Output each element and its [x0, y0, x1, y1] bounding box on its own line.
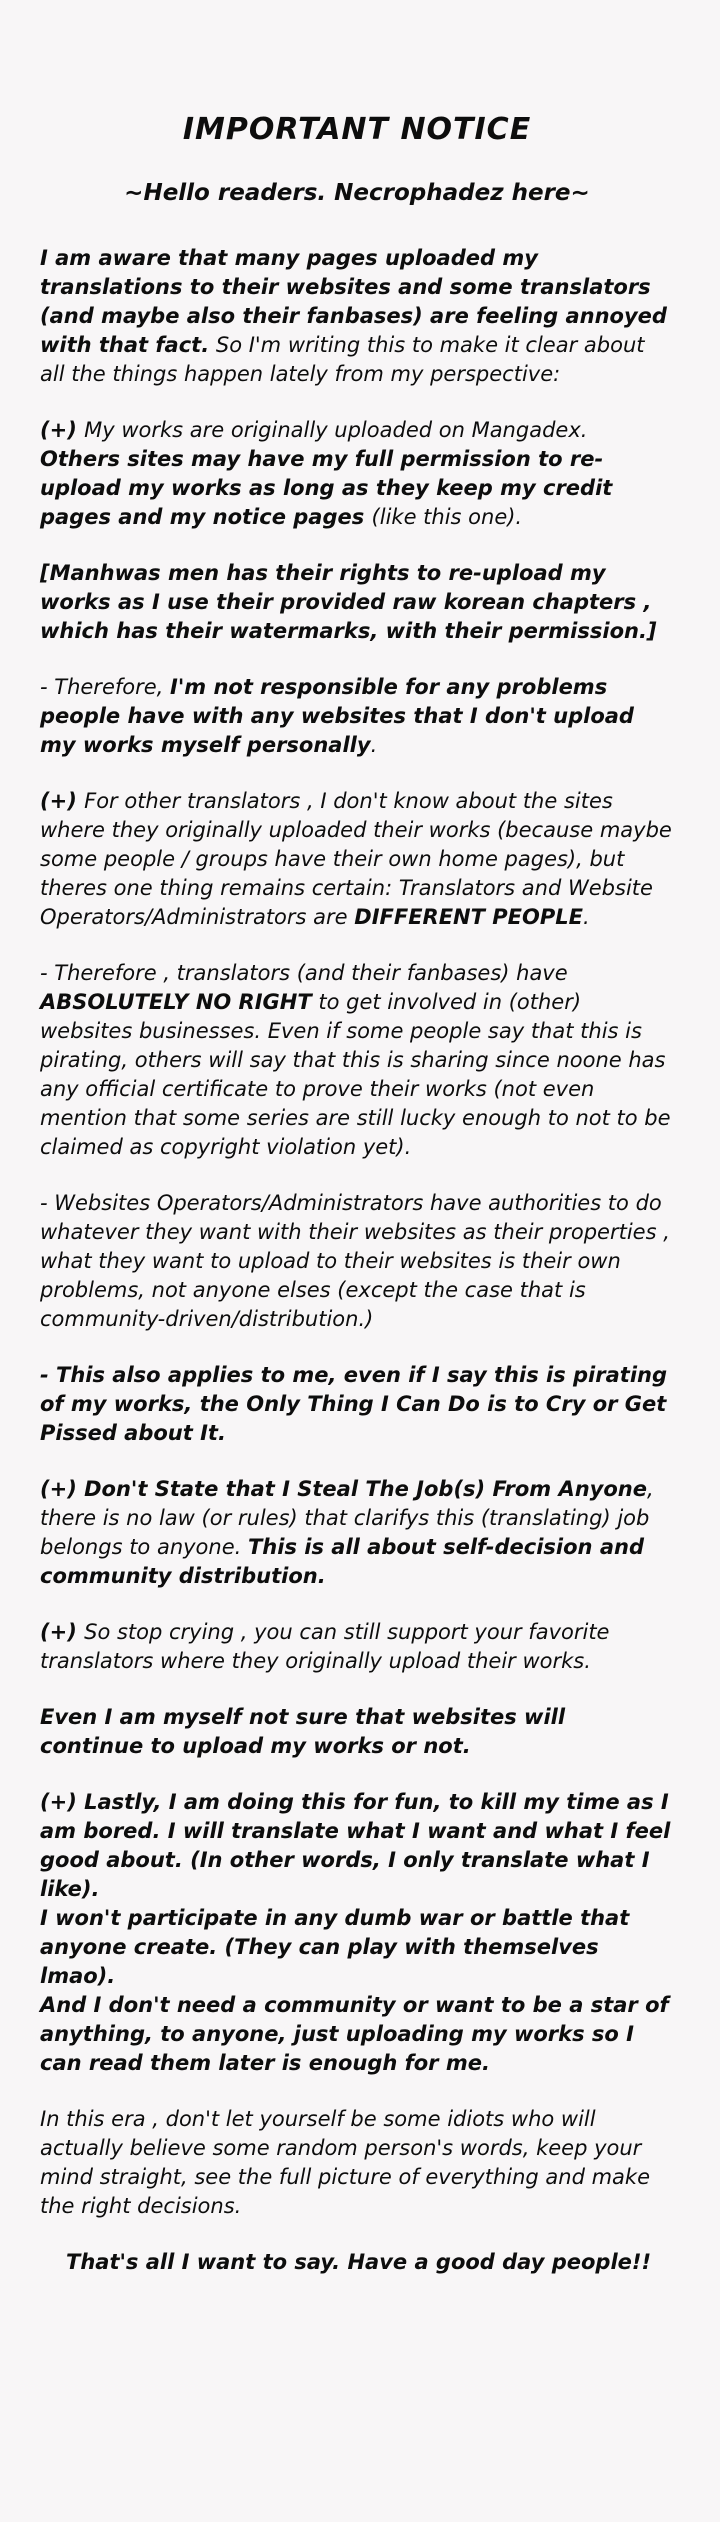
text-segment: to get involved in (other) websites businesses. Even if some people say that this is pirating, others will say that this is sharing since noone has any official certificate to prove their works (not even mention that some series are still lucky enough to not to be claimed as copyright violation yet).	[40, 990, 671, 1159]
text-segment: In this era , don't let yourself be some idiots who will actually believe some random person's words, keep your mind straight, see the full picture of everything and make the right decisions.	[40, 2107, 650, 2218]
paragraph	[40, 244, 674, 389]
paragraph	[40, 787, 674, 932]
bold-text-segment: I won't participate in any dumb war or battle that anyone create. (They can play with themselves lmao).	[40, 1906, 630, 1988]
paragraph	[40, 2248, 674, 2277]
paragraph	[40, 1361, 674, 1448]
bold-text-segment: And I don't need a community or want to be a star of anything, to anyone, just uploading my works so I can read them later is enough for me.	[40, 1993, 669, 2075]
bold-text-segment: (+)	[40, 1620, 85, 1644]
paragraph	[40, 416, 674, 532]
paragraph	[40, 1703, 674, 1761]
bold-text-segment: DIFFERENT PEOPLE	[354, 905, 583, 929]
bold-text-segment: Others sites may have my full permission to re-upload my works as long as they keep my credit pages and my notice pages	[40, 447, 613, 529]
bold-text-segment: That's all I want to say. Have a good day people!!	[66, 2250, 652, 2274]
notice-greeting: ~Hello readers. Necrophadez here~	[124, 180, 590, 206]
text-segment: (like this one).	[371, 505, 523, 529]
text-segment: So I'm writing this to make it clear about all the things happen lately from my perspective:	[40, 333, 645, 386]
text-segment: - Therefore , translators (and their fanbases) have	[40, 961, 568, 985]
bold-text-segment: (+)	[40, 418, 85, 442]
text-segment: , there is no law (or rules) that clarifys this (translating) job belongs to anyone.	[40, 1477, 654, 1559]
text-segment: .	[582, 905, 590, 929]
text-segment: My works are originally uploaded on Mangadex.	[84, 418, 588, 442]
paragraph	[40, 673, 674, 760]
bold-text-segment: ABSOLUTELY NO RIGHT	[40, 990, 312, 1014]
bold-text-segment: (+)	[40, 789, 85, 813]
bold-text-segment: - This also applies to me, even if I say this is pirating of my works, the Only Thing I Can Do is to Cry or Get Pissed about It.	[40, 1363, 668, 1445]
bold-text-segment: I am aware that many pages uploaded my translations to their websites and some translators (and maybe also their fanbases) are feeling annoyed with that fact.	[40, 246, 667, 357]
text-segment: For other translators , I don't know about the sites where they originally uploaded their works (because maybe some people / groups have their own home pages), but theres one thing remains certain: Translators and Website Operators/Administrators are	[40, 789, 672, 929]
bold-text-segment: (+) Don't State that I Steal The Job(s) From Anyone	[40, 1477, 647, 1501]
paragraph	[40, 2105, 674, 2221]
paragraph	[40, 559, 674, 646]
paragraph	[40, 1189, 674, 1334]
paragraph	[40, 959, 674, 1162]
paragraph	[40, 1475, 674, 1591]
paragraph	[40, 1788, 674, 2078]
paragraph	[40, 1618, 674, 1676]
text-segment: So stop crying , you can still support your favorite translators where they originally upload their works.	[40, 1620, 610, 1673]
bold-text-segment: Even I am myself not sure that websites will continue to upload my works or not.	[40, 1705, 566, 1758]
bold-text-segment: I'm not responsible for any problems people have with any websites that I don't upload my works myself personally	[40, 675, 634, 757]
text-segment: - Websites Operators/Administrators have authorities to do whatever they want with their websites as their properties , what they want to upload to their websites is their own problems, not anyone elses (except the case that is community-driven/distribution.)	[40, 1191, 670, 1331]
notice-title: IMPORTANT NOTICE	[182, 112, 532, 147]
bold-text-segment: [Manhwas men has their rights to re-upload my works as I use their provided raw korean chapters , which has their watermarks, with their permission.]	[40, 561, 657, 643]
text-segment: - Therefore,	[40, 675, 171, 699]
bold-text-segment: (+) Lastly, I am doing this for fun, to kill my time as I am bored. I will translate what I want and what I feel good about. (In other words, I only translate what I like).	[40, 1790, 671, 1901]
text-segment: .	[370, 733, 378, 757]
bold-text-segment: This is all about self-decision and community distribution.	[40, 1535, 644, 1588]
notice-body	[40, 244, 674, 2277]
